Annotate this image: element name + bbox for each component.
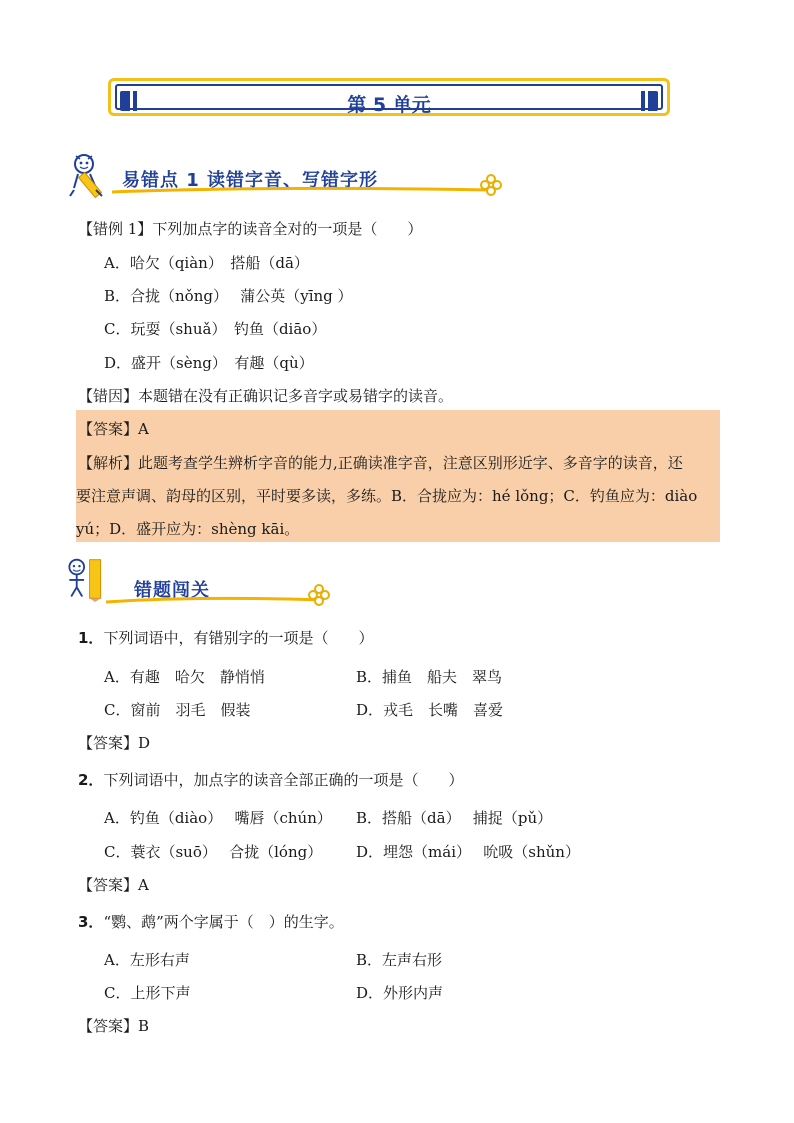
question-3 bbox=[78, 911, 344, 932]
analysis-line-3: yú；D．盛开应为：shèng kāi。 bbox=[76, 520, 300, 538]
example-answer bbox=[78, 418, 149, 439]
question-2-text: 下列词语中，加点字的读音全部正确的一项是（ ） bbox=[103, 771, 464, 789]
q3-option-d: D．外形内声 bbox=[356, 984, 444, 1002]
q2-answer bbox=[78, 874, 149, 895]
question-1-number: 1． bbox=[78, 629, 104, 647]
q2-answer-tag: 【答案】 bbox=[78, 876, 139, 894]
analysis-text-1: 此题考查学生辨析字音的能力,正确读准字音，注意区别形近字、多音字的读音，还 bbox=[138, 454, 683, 472]
answer-tag: 【答案】 bbox=[78, 420, 139, 438]
question-3-number: 3． bbox=[78, 913, 104, 931]
question-1 bbox=[78, 627, 373, 648]
q1-option-d: D．戎毛 长嘴 喜爱 bbox=[356, 701, 504, 719]
q1-option-c: C．窗前 羽毛 假装 bbox=[104, 701, 251, 719]
example-tag: 【错例 1】 bbox=[78, 220, 153, 238]
pencil-kid-icon bbox=[66, 152, 112, 198]
question-2-number: 2． bbox=[78, 771, 104, 789]
question-3-text: “鹦、鹉”两个字属于（ ）的生字。 bbox=[103, 913, 344, 931]
q3-option-a: A．左形右声 bbox=[104, 951, 190, 969]
q2-option-b: B．搭船（dā） 捕捉（pǔ） bbox=[356, 809, 553, 827]
q2-option-d: D．埋怨（mái） 吮吸（shǔn） bbox=[356, 843, 580, 861]
analysis-line-2: 要注意声调、韵母的区别，平时要多读，多练。B．合拢应为：hé lǒng；C．钓鱼应为：diào bbox=[76, 487, 698, 505]
q1-answer bbox=[78, 732, 150, 753]
q2-option-a: A．钓鱼（diào） 嘴唇（chún） bbox=[104, 809, 332, 827]
q1-answer-value: D bbox=[138, 734, 151, 752]
section2-title: 错题闯关 bbox=[134, 580, 210, 601]
q3-answer-tag: 【答案】 bbox=[78, 1017, 139, 1035]
cause-text: 本题错在没有正确识记多音字或易错字的读音。 bbox=[138, 387, 454, 405]
question-1-text: 下列词语中，有错别字的一项是（ ） bbox=[103, 629, 374, 647]
cause-tag: 【错因】 bbox=[78, 387, 139, 405]
flower-icon bbox=[306, 582, 332, 608]
unit-banner bbox=[108, 78, 670, 116]
section1-title: 易错点 1 读错字音、写错字形 bbox=[122, 170, 379, 191]
example-cause bbox=[78, 385, 453, 406]
flower-icon bbox=[478, 172, 504, 198]
example-question-text: 下列加点字的读音全对的一项是（ ） bbox=[152, 220, 423, 238]
example-option-a: A．哈欠（qiàn） 搭船（dā） bbox=[104, 254, 309, 272]
example-option-c: C．玩耍（shuǎ） 钓鱼（diāo） bbox=[104, 320, 327, 338]
q1-option-b: B．捕鱼 船夫 翠鸟 bbox=[356, 668, 503, 686]
section1-underline bbox=[112, 186, 492, 196]
kid-with-pencil-icon bbox=[62, 556, 108, 602]
example-question bbox=[78, 218, 422, 239]
unit-title: 第 5 单元 bbox=[347, 94, 431, 116]
answer-value: A bbox=[138, 420, 149, 438]
example-option-b: B．合拢（nǒng） 蒲公英（yīng ） bbox=[104, 287, 353, 305]
q1-option-a: A．有趣 哈欠 静悄悄 bbox=[104, 668, 265, 686]
q2-option-c: C．蓑衣（suō） 合拢（lóng） bbox=[104, 843, 323, 861]
q3-option-c: C．上形下声 bbox=[104, 984, 191, 1002]
question-2 bbox=[78, 769, 463, 790]
q3-answer bbox=[78, 1015, 149, 1036]
analysis-tag: 【解析】 bbox=[78, 454, 139, 472]
unit-banner-frame bbox=[115, 84, 663, 116]
q3-option-b: B．左声右形 bbox=[356, 951, 443, 969]
analysis-line-1 bbox=[78, 452, 683, 473]
example-option-d: D．盛开（sèng） 有趣（qù） bbox=[104, 354, 314, 372]
q1-answer-tag: 【答案】 bbox=[78, 734, 139, 752]
section2-underline bbox=[106, 596, 326, 606]
q2-answer-value: A bbox=[138, 876, 149, 894]
q3-answer-value: B bbox=[138, 1017, 150, 1035]
